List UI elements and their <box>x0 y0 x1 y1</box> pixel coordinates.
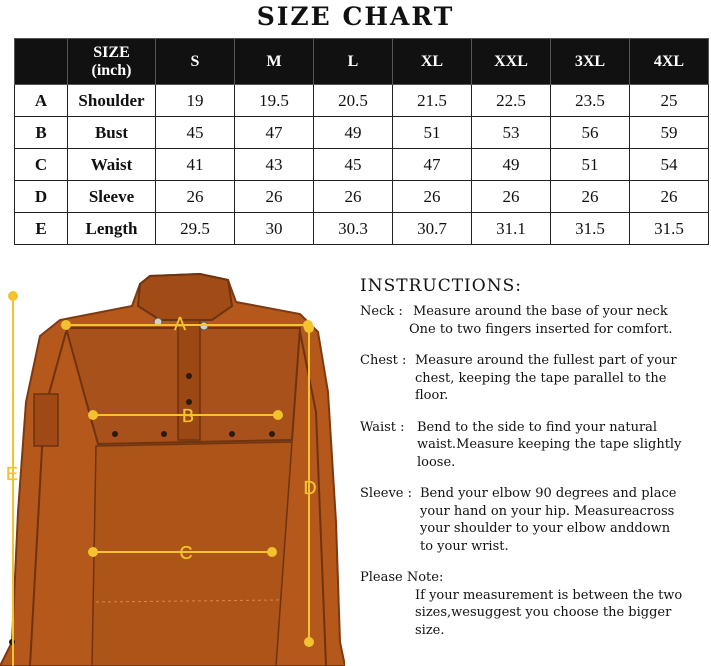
instruction-text: Bend to the side to find your natural <box>417 419 658 435</box>
table-cell: 45 <box>314 149 393 181</box>
table-cell: 43 <box>235 149 314 181</box>
measure-end-a-left <box>62 321 70 329</box>
measure-end-c-left <box>89 548 97 556</box>
snap-button <box>229 431 235 437</box>
table-cell: 21.5 <box>393 85 472 117</box>
instruction-text: waist.Measure keeping the tape slightly <box>417 437 682 452</box>
table-cell: 47 <box>393 149 472 181</box>
table-row-waist <box>15 149 709 181</box>
table-cell: 47 <box>235 117 314 149</box>
instruction-chest <box>360 352 705 405</box>
table-cell: 49 <box>314 117 393 149</box>
table-cell: 49 <box>472 149 551 181</box>
table-cell: 30.3 <box>314 213 393 245</box>
note-label: Please Note: <box>360 570 444 585</box>
instructions-heading: INSTRUCTIONS: <box>360 276 522 296</box>
table-cell: 30 <box>235 213 314 245</box>
table-row-shoulder <box>15 85 709 117</box>
header-size-label: SIZE <box>93 43 130 61</box>
instructions-panel <box>360 276 705 653</box>
table-cell: 45 <box>156 117 235 149</box>
row-name: Sleeve <box>68 181 156 213</box>
instruction-label: Waist : <box>360 419 405 435</box>
row-name: Waist <box>68 149 156 181</box>
snap-button <box>186 399 192 405</box>
table-cell: 51 <box>551 149 630 181</box>
instruction-note <box>360 569 705 639</box>
instruction-text: your shoulder to your elbow anddown <box>420 521 671 536</box>
measure-end-c-right <box>268 548 276 556</box>
measure-end-d-bottom <box>305 638 313 646</box>
measure-label-a: A <box>173 314 187 334</box>
instruction-text: to your wrist. <box>420 538 509 554</box>
table-cell: 19.5 <box>235 85 314 117</box>
measure-label-b: B <box>181 406 195 426</box>
page-title: SIZE CHART <box>256 2 455 31</box>
table-cell: 56 <box>551 117 630 149</box>
row-key: C <box>15 149 68 181</box>
table-cell: 22.5 <box>472 85 551 117</box>
measure-end-e-top <box>9 292 17 300</box>
header-size-s: S <box>156 39 235 85</box>
row-key: A <box>15 85 68 117</box>
instruction-text: loose. <box>417 454 456 470</box>
instruction-label: Neck : <box>360 304 403 319</box>
table-cell: 26 <box>235 181 314 213</box>
table-cell: 23.5 <box>551 85 630 117</box>
instruction-text: floor. <box>415 388 449 403</box>
table-row-length <box>15 213 709 245</box>
instruction-text: If your measurement is between the two <box>415 587 683 603</box>
table-cell: 31.5 <box>551 213 630 245</box>
measure-end-b-left <box>89 411 97 419</box>
row-name: Bust <box>68 117 156 149</box>
header-size-3xl: 3XL <box>551 39 630 85</box>
header-size-m: M <box>235 39 314 85</box>
row-key: B <box>15 117 68 149</box>
table-row-sleeve <box>15 181 709 213</box>
table-cell: 31.1 <box>472 213 551 245</box>
table-cell: 19 <box>156 85 235 117</box>
table-cell: 59 <box>630 117 709 149</box>
instruction-sleeve <box>360 485 705 555</box>
instruction-neck <box>360 303 705 338</box>
table-row-bust <box>15 117 709 149</box>
measure-label-e: E <box>5 464 19 484</box>
snap-button <box>186 373 192 379</box>
header-size-xxl: XXL <box>472 39 551 85</box>
snap-button <box>112 431 118 437</box>
table-cell: 51 <box>393 117 472 149</box>
instruction-text: sizes,wesuggest you choose the bigger <box>415 605 672 620</box>
table-cell: 20.5 <box>314 85 393 117</box>
snap-button <box>161 431 167 437</box>
measure-end-b-right <box>274 411 282 419</box>
header-size-l: L <box>314 39 393 85</box>
table-cell: 30.7 <box>393 213 472 245</box>
table-cell: 26 <box>393 181 472 213</box>
instruction-waist <box>360 419 705 472</box>
table-cell: 26 <box>551 181 630 213</box>
header-size-xl: XL <box>393 39 472 85</box>
header-corner <box>15 39 68 85</box>
table-cell: 29.5 <box>156 213 235 245</box>
measure-label-c: C <box>179 543 193 563</box>
table-header-row <box>15 39 709 85</box>
instruction-label: Sleeve : <box>360 486 412 501</box>
table-cell: 54 <box>630 149 709 181</box>
instruction-text: Measure around the base of your neck <box>413 304 668 319</box>
instruction-text: chest, keeping the tape parallel to the <box>415 370 667 386</box>
size-chart-table <box>14 38 709 245</box>
table-cell: 25 <box>630 85 709 117</box>
instruction-text: size. <box>415 622 445 638</box>
measure-label-d: D <box>303 478 317 498</box>
table-cell: 31.5 <box>630 213 709 245</box>
table-cell: 41 <box>156 149 235 181</box>
table-cell: 26 <box>156 181 235 213</box>
table-cell: 26 <box>314 181 393 213</box>
row-name: Length <box>68 213 156 245</box>
instruction-text: Measure around the fullest part of your <box>415 353 677 368</box>
row-name: Shoulder <box>68 85 156 117</box>
instruction-text: your hand on your hip. Measureacross <box>420 503 675 519</box>
table-cell: 26 <box>630 181 709 213</box>
jacket-measurement-diagram <box>0 262 345 666</box>
sleeve-pocket <box>34 394 58 446</box>
row-key: E <box>15 213 68 245</box>
snap-button <box>269 431 275 437</box>
header-unit-label: (inch) <box>91 61 132 79</box>
measure-end-d-top <box>305 324 313 332</box>
instruction-text: One to two fingers inserted for comfort. <box>409 321 673 337</box>
table-cell: 26 <box>472 181 551 213</box>
instruction-label: Chest : <box>360 353 407 368</box>
table-cell: 53 <box>472 117 551 149</box>
header-size-4xl: 4XL <box>630 39 709 85</box>
instruction-text: Bend your elbow 90 degrees and place <box>420 486 677 501</box>
header-size-unit <box>68 39 156 85</box>
row-key: D <box>15 181 68 213</box>
